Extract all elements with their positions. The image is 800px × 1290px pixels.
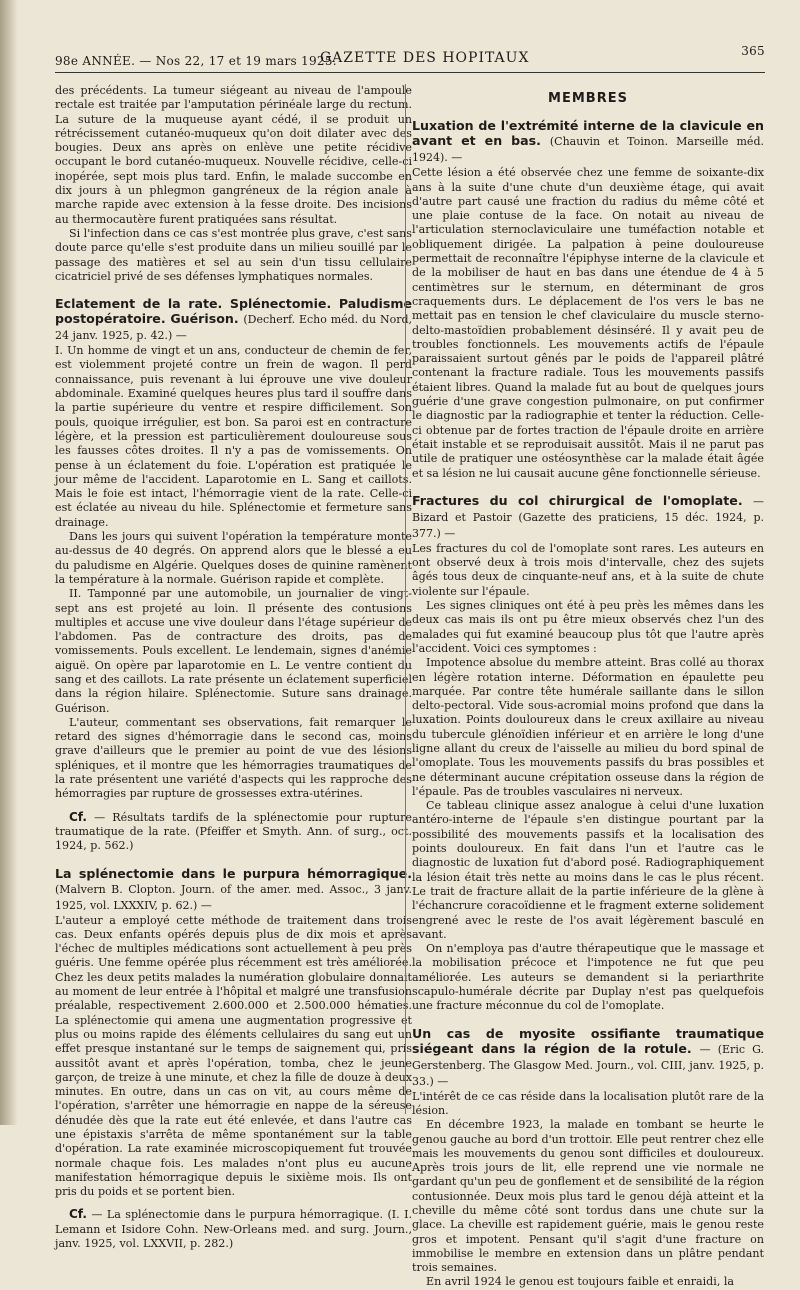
article-reference: (Chauvin et Toinon. Marseille méd. 1924). — (412, 135, 764, 165)
article-reference: (Decherf. Echo méd. du Nord, 24 janv. 1925, p. 42.) — (55, 313, 413, 343)
article-title-text: Luxation de l'extrémité interne de la clavicule en avant et en bas. (412, 118, 764, 149)
article-title (55, 296, 412, 343)
article-title-text: Fractures du col chirurgical de l'omoplate. (412, 492, 743, 508)
article-reference: — (Eric G. Gerstenberg. The Glasgow Med. Journ., vol. CIII, janv. 1925, p. 33.) — (412, 1042, 764, 1088)
page-header (55, 44, 765, 74)
cf-text: — La splénectomie dans le purpura hémorragique. (I. I. Lemann et Isidore Cohn. New-Orleans med. and surg. Journ., janv. 1925, vol. LXXVII, p. 282.) (55, 1208, 412, 1251)
article-paragraph: L'auteur a employé cette méthode de traitement dans trois cas. Deux enfants opérés depuis plus de dix mois et après l'échec de multiples médications sont actuellement à peu près guéris. Une femme opérée plus récemment est très améliorée. Chez les deux petits malades la numération globulaire donnait au moment de leur entrée à l'hôpital et malgré une transfusion préalable, respectivement 2.600.000 et 2.500.000 hématies. La splénectomie qui amena une augmentation progressive et plus ou moins rapide des éléments cellulaires du sang eut un effet presque instantané sur le temps de saignement qui, pris aussitôt avant et après l'opération, tomba, chez le jeune garçon, de treize à une minute, et chez la fille de douze à deux minutes. En outre, dans un cas on vit, au cours même de l'opération, s'arrêter une hémorragie en nappe de la séreuse dénudée dès que la rate eut été enlevée, et dans l'autre cas une épistaxis s'arrêta de même spontanément sur la table d'opération. La rate examinée microscopiquement fut trouvée normale chaque fois. Les malades n'ont plus eu aucune manifestation hémorragique depuis le sixième mois. Ils ont pris du poids et se portent bien. (55, 913, 412, 1199)
article-paragraph: L'auteur, commentant ses observations, fait remarquer le retard des signes d'hémorragie dans le second cas, moins grave d'ailleurs que le premier au point de vue des lésions spléniques, et il montre que les hémorragies traumatiques de la rate présentent une variété d'aspects qui les rapproche des hémorragies par rupture de grossesses extra-utérines. (55, 715, 412, 801)
article-reference: — Bizard et Pastoir (Gazette des praticiens, 15 déc. 1924, p. 377.) — (412, 494, 764, 540)
intro-paragraph: des précédents. La tumeur siégeant au niveau de l'ampoule rectale est traitée par l'amputation périnéale large du rectum. La suture de la muqueuse ayant cédé, il se produit un rétrécissement cutanéo-muqueux qu'on doit dilater avec des bougies. Deux ans après on enlève une petite récidive occupant le bord cutanéo-muqueux. Nouvelle récidive, celle-ci inopérée, sept mois plus tard. Enfin, le malade succombe en dix jours à un phlegmon gangréneux de la région anale à marche rapide avec extension à la fesse droite. Des incisions au thermocautère furent pratiquées sans résultat. (55, 84, 412, 226)
article-paragraph: Les signes cliniques ont été à peu près les mêmes dans les deux cas mais ils ont pu être mieux observés chez l'un des malades qui fut examiné beaucoup plus tôt que l'autre après l'accident. Voici ces symptomes : (412, 599, 764, 655)
article-title (412, 1026, 764, 1089)
article-title-text: La splénectomie dans le purpura hémorragique. (55, 865, 412, 881)
issue-info: 98e ANNÉE. — Nos 22, 17 et 19 mars 1925. (55, 54, 337, 68)
article-title (412, 118, 764, 165)
article-paragraph: II. Tamponné par une automobile, un journalier de vingt-sept ans est projeté au loin. Il présente des contusions multiples et accuse une vive douleur dans l'étage supérieur de l'abdomen. Pas de contracture des droits, pas de vomissements. Pouls excellent. Le lendemain, signes d'anémie aiguë. On opère par laparotomie en L. Le ventre contient du sang et des caillots. La rate présente un éclatement superficiel dans la région hilaire. Splénectomie. Suture sans drainage. Guérison. (55, 587, 412, 715)
cf-note (55, 810, 412, 854)
left-column (55, 84, 413, 1251)
article-paragraph: On n'employa pas d'autre thérapeutique que le massage et la mobilisation précoce et l'impotence ne fut que peu améliorée. Les auteurs se demandent si la periarthrite scapulo-humérale décrite par Duplay n'est pas quelquefois une fracture méconnue du col de l'omoplate. (412, 942, 764, 1013)
article-title (55, 866, 412, 913)
page-binding-shadow (0, 0, 18, 1125)
right-column (412, 84, 764, 1289)
article-paragraph: Ce tableau clinique assez analogue à celui d'une luxation antéro-interne de l'épaule s'en distingue pourtant par la possibilité des mouvements passifs et la localisation des points douloureux. En fait dans l'un et l'autre cas le diagnostic de luxation fut d'abord posé. Radiographiquement la lésion était très nette au moins dans le cas le plus récent. Le trait de fracture allait de la partie inférieure de la glène à l'échancrure coracoïdienne et le fragment externe solidement engrené avec le reste de l'os avait légèrement basculé en avant. (412, 799, 764, 941)
section-title: MEMBRES (548, 91, 628, 106)
cf-label: Cf. (69, 1207, 87, 1222)
header-rule (55, 72, 765, 73)
article-paragraph: En décembre 1923, la malade en tombant se heurte le genou gauche au bord d'un trottoir. Elle peut rentrer chez elle mais les mouvements du genou sont difficiles et douloureux. Après trois jours de lit, elle reprend une vie normale ne gardant qu'un peu de gonflement et de sensibilité de la région contusionnée. Deux mois plus tard le genou déjà atteint et la cheville du même côté sont tordus dans une chute sur la glace. La cheville est rapidement guérie, mais le genou reste gros et impotent. Pensant qu'il s'agit d'une fracture on immobilise le membre en extension dans un plâtre pendant trois semaines. (412, 1118, 764, 1275)
article-paragraph: L'intérêt de ce cas réside dans la localisation plutôt rare de la lésion. (412, 1089, 764, 1117)
page-number: 365 (741, 44, 765, 58)
article-paragraph: En avril 1924 le genou est toujours faible et enraidi, la (426, 1275, 735, 1289)
article-paragraph: Cette lésion a été observée chez une femme de soixante-dix ans à la suite d'une chute d'un deuxième étage, qui avait d'autre part causé une fraction du radius du même côté et une plaie contuse de la face. On notait au niveau de l'articulation sternoclaviculaire une tuméfaction notable et obliquement dirigée. La palpation à peine douloureuse permettait de reconnaître l'épiphyse interne de la clavicule et de la mobiliser de haut en bas dans une étendue de 4 à 5 centimètres sur le sternum, en déterminant de gros craquements durs. Le déplacement de l'os vers le bas ne mettait pas en tension le chef claviculaire du muscle sterno-delto-mastoïdien probablement désinséré. Il y avait peu de troubles fonctionnels. Les mouvements actifs de l'épaule paraissaient surtout gênés par le poids de l'appareil plâtré contenant la fracture radiale. Tous les mouvements passifs étaient libres. Quand la malade fut au bout de quelques jours guérie d'une grave congestion pulmonaire, on put confirmer le diagnostic par la radiographie et tenter la réduction. Celle-ci obtenue par de fortes traction de l'épaule droite en arrière était instable et se reproduisait aussitôt. Mais il ne parut pas utile de pratiquer une ostéosynthèse car la malade était âgée et sa lésion ne lui causait aucune gêne fonctionnelle sérieuse. (412, 166, 764, 480)
column-divider (405, 84, 406, 1114)
article-title-text: Eclatement de la rate. Splénectomie. Paludisme postopératoire. Guérison. (55, 296, 412, 327)
cf-text: — Résultats tardifs de la splénectomie pour rupture traumatique de la rate. (Pfeiffer et Smyth. Ann. of surg., oct. 1924, p. 562.) (55, 810, 413, 853)
journal-title: GAZETTE DES HOPITAUX (320, 50, 530, 66)
article-title-text: Un cas de myosite ossifiante traumatique siégeant dans la région de la rotule. (412, 1025, 764, 1056)
article-title (412, 493, 764, 541)
article-reference: (Malvern B. Clopton. Journ. of the amer. med. Assoc., 3 janv. 1925, vol. LXXXIV, p. 62.) — (55, 882, 412, 912)
article-paragraph: Les fractures du col de l'omoplate sont rares. Les auteurs en ont observé deux à trois mois d'intervalle, chez des sujets âgés tous deux de cinquante-neuf ans, et à la suite de chute violente sur l'épaule. (412, 541, 764, 598)
cf-note (55, 1207, 412, 1251)
cf-label: Cf. (69, 809, 87, 824)
article-paragraph: Impotence absolue du membre atteint. Bras collé au thorax en légère rotation interne. Déformation en épaulette peu marquée. Par contre tête humérale saillante dans le sillon delto-pectoral. Vide sous-acromial moins profond que dans la luxation. Points douloureux dans le creux axillaire au niveau du tubercule glénoïdien inférieur et en arrière le long d'une ligne allant du creux de l'aisselle au milieu du bord spinal de l'omoplate. Tous les mouvements passifs du bras possibles et ne déterminant aucune crépitation osseuse dans la région de l'épaule. Pas de troubles vasculaires ni nerveux. (412, 656, 764, 798)
article-paragraph: I. Un homme de vingt et un ans, conducteur de chemin de fer, est violemment projeté contre un frein de wagon. Il perd connaissance, puis revenant à lui éprouve une vive douleur abdominale. Examiné quelques heures plus tard il souffre dans la partie supérieure du ventre et respire difficilement. Son pouls, quoique irrégulier, est bon. Sa paroi est en contracture légère, et la pression est particulièrement douloureuse sous les fausses côtes droites. Il n'y a pas de vomissements. On pense à un éclatement du foie. L'opération est pratiquée le jour même de l'accident. Laparotomie en L. Sang et caillots. Mais le foie est intact, l'hémorragie vient de la rate. Celle-ci est éclatée au niveau du hile. Splénectomie et fermeture sans drainage. (55, 344, 412, 529)
intro-paragraph: Si l'infection dans ce cas s'est montrée plus grave, c'est sans doute parce qu'elle s'est produite dans un milieu souillé par le passage des matières et sel au sein d'un tissu cellulaire cicatriciel privé de ses défenses lymphatiques normales. (55, 226, 412, 283)
article-paragraph: Dans les jours qui suivent l'opération la température monte au-dessus de 40 degrés. On apprend alors que le blessé a eu du paludisme en Algérie. Quelques doses de quinine ramènent la température à la normale. Guérison rapide et complète. (55, 530, 412, 586)
